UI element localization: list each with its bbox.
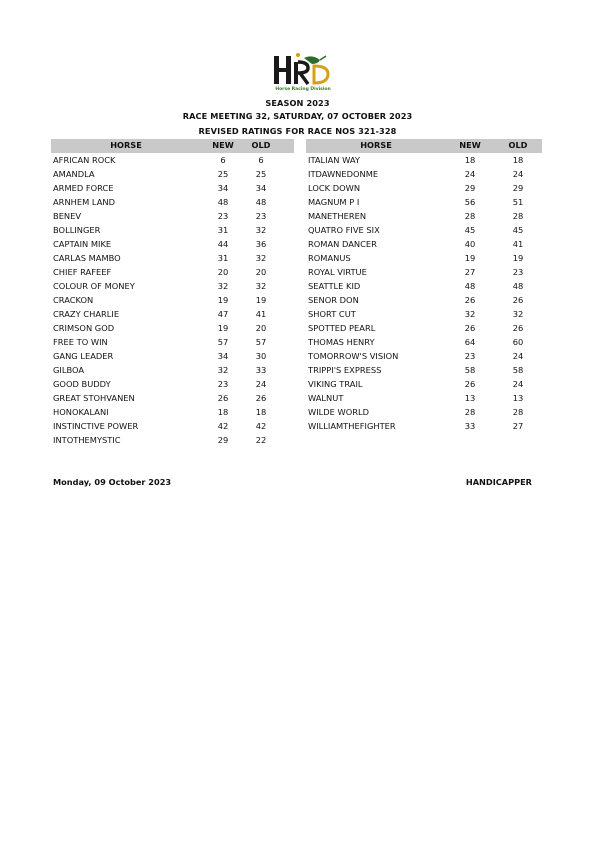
horse-name: VIKING TRAIL [308, 379, 363, 389]
season-heading: SEASON 2023 [265, 98, 330, 108]
old-rating: 32 [255, 253, 267, 263]
new-rating: 56 [464, 197, 476, 207]
handicapper-signature: HANDICAPPER [465, 477, 532, 487]
new-rating: 6 [220, 155, 226, 165]
new-rating: 31 [217, 225, 229, 235]
horse-name: ROMANUS [308, 253, 351, 263]
table-row [51, 154, 294, 168]
old-rating: 42 [255, 421, 267, 431]
table-row [51, 322, 294, 336]
new-rating: 19 [217, 295, 229, 305]
old-column-label: OLD [508, 140, 528, 150]
table-row [51, 392, 294, 406]
horse-name: TOMORROW'S VISION [308, 351, 399, 361]
new-rating: 27 [464, 267, 476, 277]
old-column-label: OLD [251, 140, 271, 150]
table-row [51, 294, 294, 308]
meeting-heading: RACE MEETING 32, SATURDAY, 07 OCTOBER 2023 [182, 111, 413, 121]
table-row [306, 238, 542, 252]
horse-name: LOCK DOWN [308, 183, 361, 193]
left-column-header [51, 139, 294, 153]
table-row [306, 308, 542, 322]
table-row [51, 280, 294, 294]
old-rating: 34 [255, 183, 267, 193]
new-rating: 18 [464, 155, 476, 165]
right-column-header [306, 139, 542, 153]
table-row [306, 350, 542, 364]
new-rating: 18 [217, 407, 229, 417]
old-rating: 24 [512, 169, 524, 179]
table-row [51, 196, 294, 210]
old-rating: 20 [255, 323, 267, 333]
table-row [51, 406, 294, 420]
old-rating: 33 [255, 365, 267, 375]
table-row [306, 420, 542, 434]
old-rating: 26 [512, 295, 524, 305]
old-rating: 45 [512, 225, 524, 235]
table-row [306, 322, 542, 336]
old-rating: 18 [512, 155, 524, 165]
new-rating: 26 [464, 379, 476, 389]
horse-name: AMANDLA [53, 169, 95, 179]
new-rating: 32 [464, 309, 476, 319]
new-rating: 20 [217, 267, 229, 277]
table-row [306, 294, 542, 308]
table-row [51, 252, 294, 266]
table-row [306, 378, 542, 392]
horse-name: ROYAL VIRTUE [308, 267, 367, 277]
horse-name: QUATRO FIVE SIX [308, 225, 380, 235]
new-rating: 58 [464, 365, 476, 375]
horse-name: SENOR DON [308, 295, 359, 305]
old-rating: 60 [512, 337, 524, 347]
new-rating: 24 [464, 169, 476, 179]
table-row [306, 252, 542, 266]
table-row [51, 182, 294, 196]
old-rating: 48 [255, 197, 267, 207]
new-rating: 32 [217, 365, 229, 375]
horse-name: ROMAN DANCER [308, 239, 377, 249]
new-rating: 45 [464, 225, 476, 235]
horse-name: THOMAS HENRY [308, 337, 375, 347]
new-rating: 26 [217, 393, 229, 403]
old-rating: 27 [512, 421, 524, 431]
table-row [306, 392, 542, 406]
horse-name: WALNUT [308, 393, 344, 403]
ratings-subtitle: REVISED RATINGS FOR RACE NOS 321-328 [198, 126, 397, 136]
new-rating: 57 [217, 337, 229, 347]
old-rating: 32 [255, 281, 267, 291]
horse-name: GANG LEADER [53, 351, 114, 361]
horse-name: CRIMSON GOD [53, 323, 115, 333]
old-rating: 23 [512, 267, 524, 277]
table-row [51, 266, 294, 280]
new-rating: 34 [217, 351, 229, 361]
table-row [306, 182, 542, 196]
horse-name: CAPTAIN MIKE [53, 239, 112, 249]
horse-name: MANETHEREN [308, 211, 367, 221]
new-rating: 47 [217, 309, 229, 319]
right-ratings-table [306, 154, 542, 434]
new-rating: 23 [217, 211, 229, 221]
new-column-label: NEW [212, 140, 234, 150]
table-row [306, 154, 542, 168]
new-rating: 19 [217, 323, 229, 333]
horse-racing-logo-icon [268, 52, 338, 86]
table-row [306, 406, 542, 420]
old-rating: 28 [512, 407, 524, 417]
new-rating: 40 [464, 239, 476, 249]
horse-name: ITALIAN WAY [308, 155, 360, 165]
old-rating: 48 [512, 281, 524, 291]
horse-name: WILDE WORLD [308, 407, 370, 417]
horse-name: FREE TO WIN [53, 337, 108, 347]
new-rating: 64 [464, 337, 476, 347]
new-rating: 26 [464, 323, 476, 333]
new-rating: 42 [217, 421, 229, 431]
new-rating: 32 [217, 281, 229, 291]
horse-name: ITDAWNEDONME [308, 169, 379, 179]
new-rating: 28 [464, 211, 476, 221]
old-rating: 57 [255, 337, 267, 347]
table-row [51, 336, 294, 350]
table-row [306, 210, 542, 224]
horse-name: BOLLINGER [53, 225, 101, 235]
table-row [51, 420, 294, 434]
horse-name: CRAZY CHARLIE [53, 309, 120, 319]
old-rating: 19 [512, 253, 524, 263]
new-rating: 48 [464, 281, 476, 291]
table-row [51, 378, 294, 392]
old-rating: 41 [255, 309, 267, 319]
old-rating: 26 [255, 393, 267, 403]
horse-name: HONOKALANI [53, 407, 109, 417]
horse-name: GILBOA [53, 365, 85, 375]
table-row [306, 168, 542, 182]
new-rating: 29 [217, 435, 229, 445]
old-rating: 6 [258, 155, 264, 165]
new-rating: 26 [464, 295, 476, 305]
new-rating: 19 [464, 253, 476, 263]
horse-name: GOOD BUDDY [53, 379, 111, 389]
new-rating: 23 [464, 351, 476, 361]
old-rating: 29 [512, 183, 524, 193]
old-rating: 13 [512, 393, 524, 403]
horse-name: COLOUR OF MONEY [53, 281, 135, 291]
old-rating: 58 [512, 365, 524, 375]
table-row [51, 210, 294, 224]
new-rating: 31 [217, 253, 229, 263]
table-row [306, 224, 542, 238]
horse-name: TRIPPI'S EXPRESS [308, 365, 382, 375]
table-row [306, 336, 542, 350]
horse-name: INTOTHEMYSTIC [53, 435, 121, 445]
horse-name: WILLIAMTHEFIGHTER [308, 421, 396, 431]
old-rating: 24 [255, 379, 267, 389]
old-rating: 25 [255, 169, 267, 179]
left-ratings-table [51, 154, 294, 448]
horse-name: INSTINCTIVE POWER [53, 421, 139, 431]
horse-name: ARMED FORCE [53, 183, 114, 193]
old-rating: 30 [255, 351, 267, 361]
logo-caption: Horse Racing Division [275, 87, 331, 92]
old-rating: 32 [255, 225, 267, 235]
report-date: Monday, 09 October 2023 [53, 477, 172, 487]
old-rating: 24 [512, 379, 524, 389]
old-rating: 32 [512, 309, 524, 319]
table-row [51, 168, 294, 182]
horse-name: CARLAS MAMBO [53, 253, 121, 263]
horse-name: GREAT STOHVANEN [53, 393, 135, 403]
new-rating: 29 [464, 183, 476, 193]
new-rating: 34 [217, 183, 229, 193]
new-rating: 33 [464, 421, 476, 431]
horse-name: SHORT CUT [308, 309, 356, 319]
horse-name: BENEV [53, 211, 82, 221]
new-rating: 44 [217, 239, 229, 249]
old-rating: 24 [512, 351, 524, 361]
old-rating: 23 [255, 211, 267, 221]
new-rating: 48 [217, 197, 229, 207]
new-rating: 23 [217, 379, 229, 389]
old-rating: 20 [255, 267, 267, 277]
old-rating: 51 [512, 197, 524, 207]
new-column-label: NEW [459, 140, 481, 150]
table-row [306, 364, 542, 378]
hrd-logo [268, 52, 338, 96]
horse-name: CHIEF RAFEEF [53, 267, 112, 277]
horse-name: SEATTLE KID [308, 281, 361, 291]
horse-column-label: HORSE [110, 140, 142, 150]
old-rating: 36 [255, 239, 267, 249]
table-row [306, 266, 542, 280]
new-rating: 13 [464, 393, 476, 403]
horse-name: SPOTTED PEARL [308, 323, 376, 333]
old-rating: 22 [255, 435, 267, 445]
horse-name: MAGNUM P I [308, 197, 360, 207]
old-rating: 26 [512, 323, 524, 333]
table-row [51, 224, 294, 238]
old-rating: 18 [255, 407, 267, 417]
table-row [51, 364, 294, 378]
horse-column-label: HORSE [360, 140, 392, 150]
table-row [51, 434, 294, 448]
horse-name: CRACKON [53, 295, 94, 305]
table-row [306, 196, 542, 210]
horse-name: AFRICAN ROCK [53, 155, 116, 165]
table-row [51, 350, 294, 364]
table-row [51, 238, 294, 252]
new-rating: 28 [464, 407, 476, 417]
old-rating: 28 [512, 211, 524, 221]
old-rating: 19 [255, 295, 267, 305]
old-rating: 41 [512, 239, 524, 249]
new-rating: 25 [217, 169, 229, 179]
table-row [51, 308, 294, 322]
horse-name: ARNHEM LAND [53, 197, 116, 207]
table-row [306, 280, 542, 294]
